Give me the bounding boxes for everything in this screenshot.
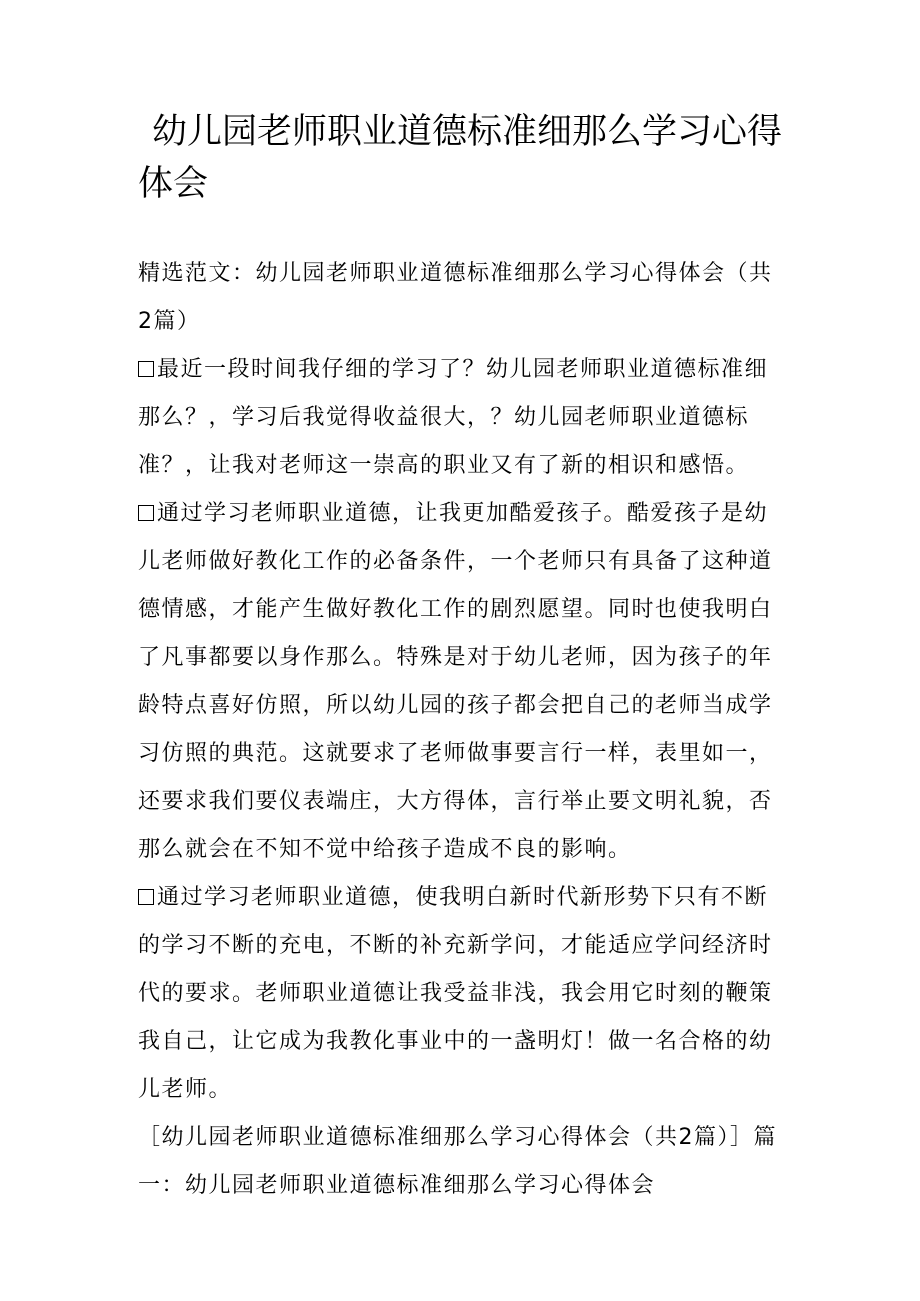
paragraph-text: 通过学习老师职业道德，使我明白新时代新形势下只有不断的学习不断的充电，不断的补充新学问，才能适应学问经济时代的要求。老师职业道德让我受益非浅，我会用它时刻的鞭策我自己，让它成为我教化事业中的一盏明灯！做一名合格的幼儿老师。 (138, 885, 773, 1102)
checkbox-square-icon (138, 361, 154, 377)
checkbox-square-icon (138, 505, 154, 521)
paragraph-3 (138, 874, 786, 1114)
document-title-text: 幼儿园老师职业道德标准细那么学习心得体会 (138, 112, 783, 204)
paragraph-text: ［幼儿园老师职业道德标准细那么学习心得体会（共2篇）］篇一：幼儿园老师职业道德标准细那么学习心得体会 (138, 1125, 777, 1198)
paragraph-text: 通过学习老师职业道德，让我更加酷爱孩子。酷爱孩子是幼儿老师做好教化工作的必备条件，一个老师只有具备了这种道德情感，才能产生做好教化工作的剧烈愿望。同时也使我明白了凡事都要以身作那么。特殊是对于幼儿老师，因为孩子的年龄特点喜好仿照，所以幼儿园的孩子都会把自己的老师当成学习仿照的典范。这就要求了老师做事要言行一样，表里如一，还要求我们要仪表端庄，大方得体，言行举止要文明礼貌，否那么就会在不知不觉中给孩子造成不良的影响。 (138, 501, 773, 862)
paragraph-text: 精选范文：幼儿园老师职业道德标准细那么学习心得体会（共2篇） (138, 261, 773, 334)
paragraph-2 (138, 490, 786, 874)
paragraph-intro (138, 250, 786, 346)
document-title (138, 106, 788, 210)
checkbox-square-icon (138, 889, 154, 905)
paragraph-1 (138, 346, 786, 490)
document-body (138, 250, 786, 1210)
paragraph-text: 最近一段时间我仔细的学习了？幼儿园老师职业道德标准细那么？，学习后我觉得收益很大，？幼儿园老师职业道德标准？，让我对老师这一崇高的职业又有了新的相识和感悟。 (138, 357, 769, 478)
paragraph-section-heading (138, 1114, 786, 1210)
